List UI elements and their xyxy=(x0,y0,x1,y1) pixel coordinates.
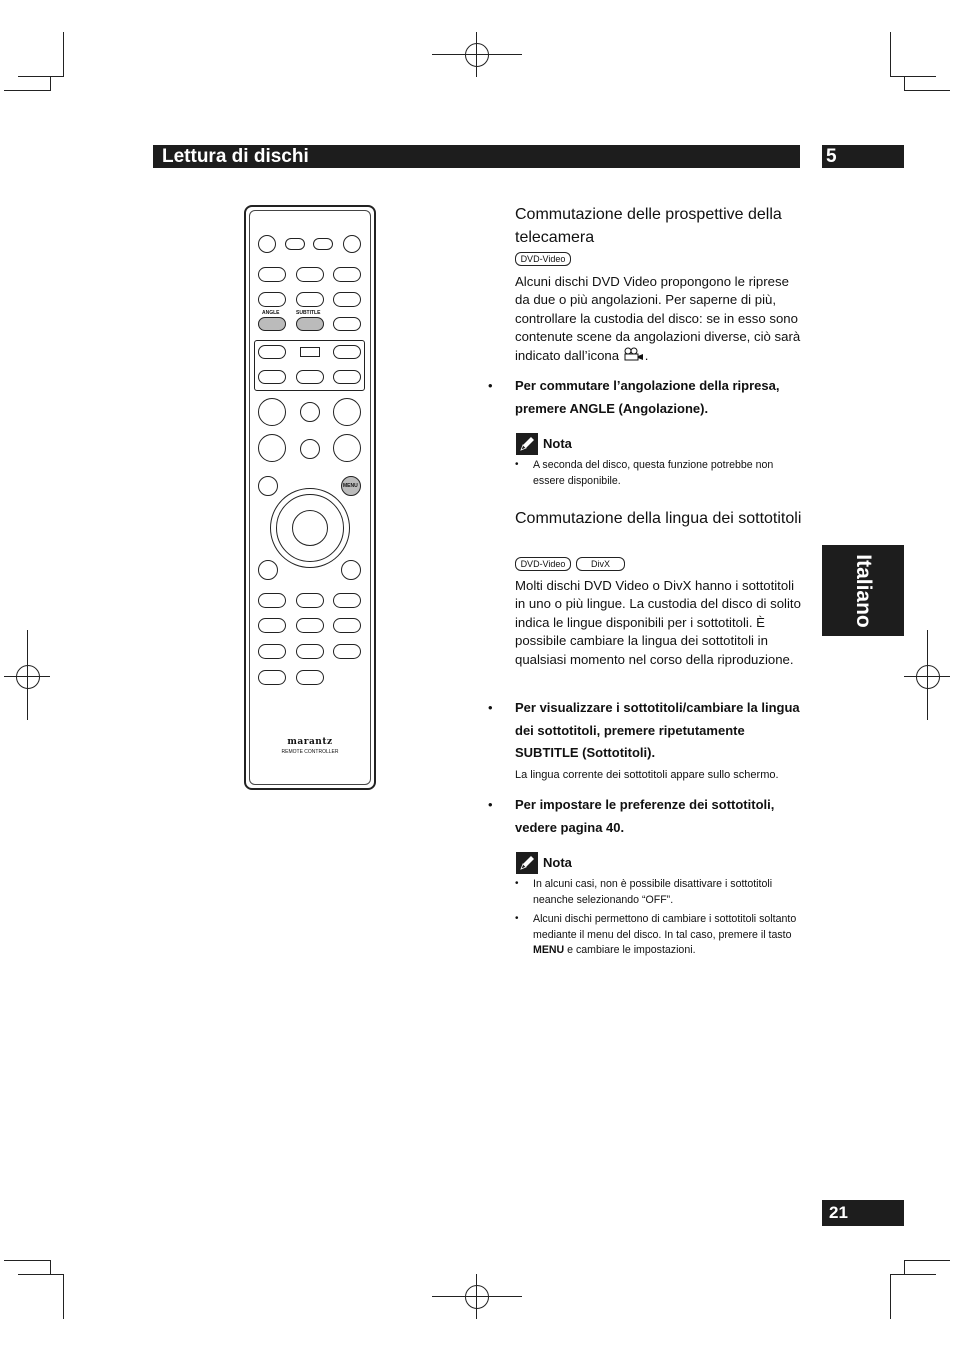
remote-button xyxy=(258,618,286,633)
remote-button xyxy=(333,317,361,331)
remote-button xyxy=(296,370,324,384)
remote-button xyxy=(258,267,286,282)
remote-button xyxy=(296,267,324,282)
remote-button xyxy=(300,439,320,459)
remote-angle-label: ANGLE xyxy=(262,310,280,316)
remote-button xyxy=(300,402,320,422)
remote-button xyxy=(258,370,286,384)
remote-button xyxy=(343,235,361,253)
section2-body: Molti dischi DVD Video o DivX hanno i sottotitoli in uno o più lingue. La custodia del disco di solito indica le lingue disponibili per i sottotitoli. È possibile cambiare la lingua dei sottotitoli in qualsiasi momento nel corso della riproduzione. xyxy=(515,578,801,667)
section2-bullet1-note: La lingua corrente dei sottotitoli appare sullo schermo. xyxy=(515,769,779,781)
remote-menu-label: MENU xyxy=(343,483,358,489)
remote-angle-button xyxy=(258,317,286,331)
remote-enter-button xyxy=(292,510,328,546)
remote-button xyxy=(258,235,276,253)
section1-heading: Commutazione delle prospettive della telecamera xyxy=(515,206,782,246)
remote-button xyxy=(333,345,361,359)
bullet-marker: • xyxy=(488,700,493,715)
remote-caption: REMOTE CONTROLLER xyxy=(281,749,339,755)
remote-button xyxy=(285,238,305,250)
note-pencil-icon xyxy=(516,433,538,455)
remote-button xyxy=(333,292,361,307)
remote-button xyxy=(258,644,286,659)
remote-button xyxy=(296,292,324,307)
remote-button xyxy=(296,670,324,685)
chapter-number: 5 xyxy=(826,146,837,167)
section2-note2-pre: Alcuni dischi permettono di cambiare i sottotitoli soltanto mediante il menu del disco. In tal caso, premere il tasto xyxy=(533,913,797,941)
section2-bullet1: Per visualizzare i sottotitoli/cambiare la lingua dei sottotitoli, premere ripetutamente SUBTITLE (Sottotitoli). xyxy=(515,700,800,760)
section1-body: Alcuni dischi DVD Video propongono le riprese da due o più angolazioni. Per saperne di più, controllare la custodia del disco: se in esso sono contenute scene da angolazioni diverse, ciò sarà indicato dall’icona . xyxy=(515,273,805,366)
remote-button xyxy=(296,593,324,608)
badge-dvd-video: DVD-Video xyxy=(515,557,571,571)
bullet-marker: • xyxy=(515,913,519,924)
note-label: Nota xyxy=(543,436,572,451)
remote-button xyxy=(258,476,278,496)
bullet-marker: • xyxy=(515,459,519,470)
section2-note2-post: e cambiare le impostazioni. xyxy=(567,944,696,957)
section2-note2 xyxy=(533,912,808,959)
remote-button xyxy=(300,347,320,357)
bullet-marker: • xyxy=(488,378,493,393)
remote-button xyxy=(258,670,286,685)
page-number: 21 xyxy=(829,1203,848,1222)
bullet-marker: • xyxy=(488,797,493,812)
remote-button xyxy=(333,593,361,608)
remote-button xyxy=(333,370,361,384)
remote-button xyxy=(296,644,324,659)
remote-button xyxy=(258,345,286,359)
remote-button xyxy=(296,618,324,633)
remote-button xyxy=(341,560,361,580)
remote-button xyxy=(333,434,361,462)
remote-button xyxy=(258,560,278,580)
remote-button xyxy=(333,644,361,659)
badge-divx: DivX xyxy=(576,557,625,571)
language-tab-label-wrap xyxy=(822,545,904,636)
section1-bullet: Per commutare l’angolazione della ripresa, premere ANGLE (Angolazione). xyxy=(515,378,780,416)
section2-note2-bold: MENU xyxy=(533,944,565,957)
section2-heading: Commutazione della lingua dei sottotitoli xyxy=(515,510,802,527)
page-title: Lettura di dischi xyxy=(162,146,309,167)
section1-body-text: Alcuni dischi DVD Video propongono le riprese da due o più angolazioni. Per saperne di più, controllare la custodia del disco: se in esso sono contenute scene da angolazioni diverse, ciò sarà indicato dall’icona xyxy=(515,274,801,363)
language-tab-label: Italiano xyxy=(851,553,875,628)
remote-subtitle-button xyxy=(296,317,324,331)
remote-button xyxy=(333,398,361,426)
remote-button xyxy=(333,267,361,282)
remote-button xyxy=(258,593,286,608)
note-pencil-icon xyxy=(516,852,538,874)
note-label: Nota xyxy=(543,855,572,870)
section2-note1: In alcuni casi, non è possibile disattivare i sottotitoli neanche selezionando “OFF”. xyxy=(533,878,773,906)
bullet-marker: • xyxy=(515,878,519,889)
remote-button xyxy=(313,238,333,250)
section2-bullet2: Per impostare le preferenze dei sottotitoli, vedere pagina 40. xyxy=(515,797,775,835)
badge-dvd-video: DVD-Video xyxy=(515,252,571,266)
remote-button xyxy=(258,434,286,462)
section1-note: A seconda del disco, questa funzione potrebbe non essere disponibile. xyxy=(533,459,774,487)
remote-button xyxy=(258,398,286,426)
remote-button xyxy=(258,292,286,307)
angle-icon xyxy=(623,347,645,366)
remote-button xyxy=(333,618,361,633)
remote-brand-logo: marantz xyxy=(287,737,333,747)
remote-subtitle-label: SUBTITLE xyxy=(296,310,321,316)
